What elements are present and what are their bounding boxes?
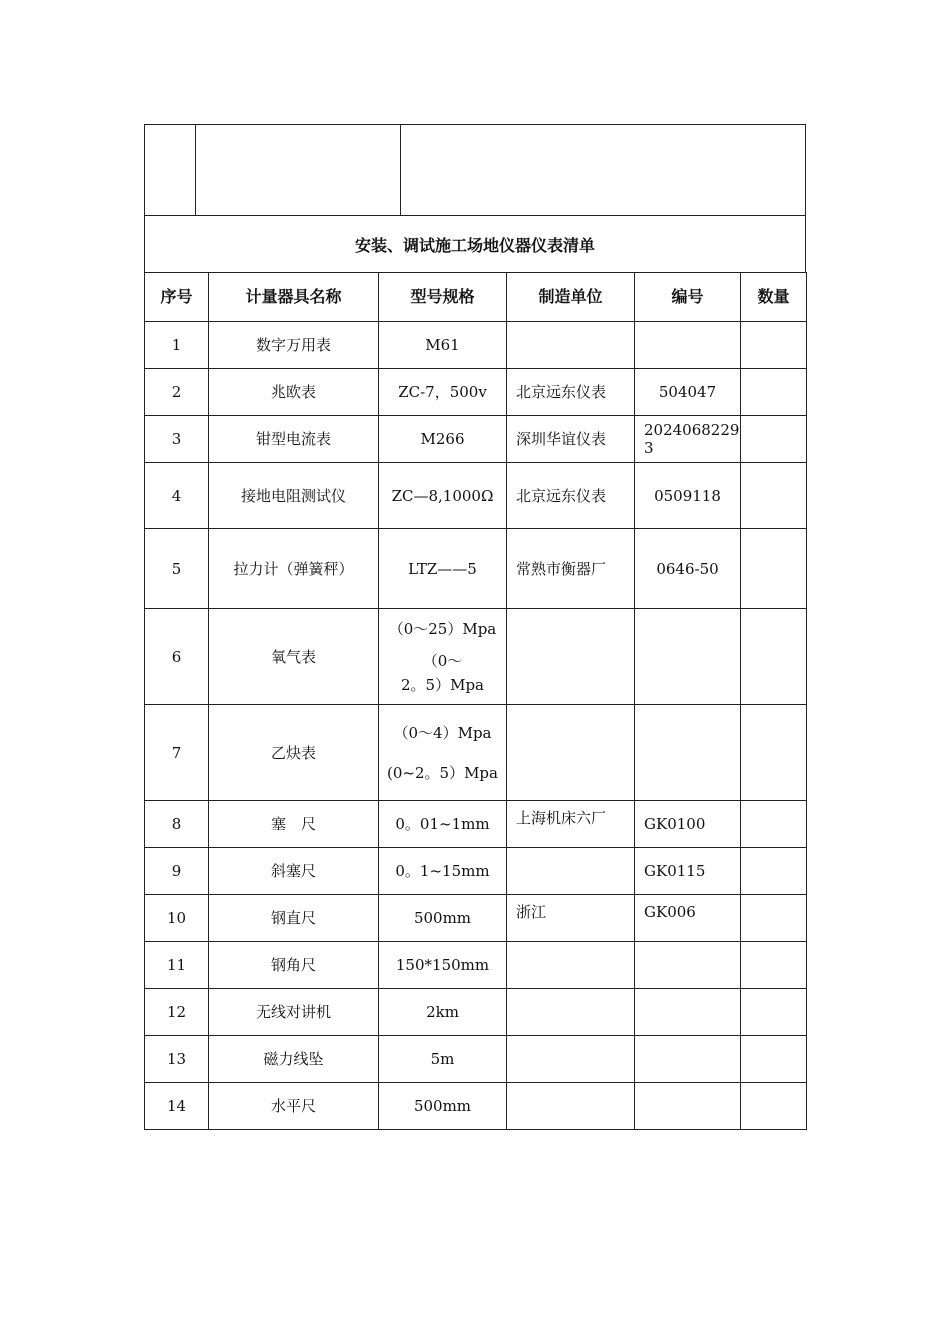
- cell-name: 钢直尺: [209, 895, 379, 942]
- cell-spec: ZC—8,1000Ω: [379, 463, 507, 529]
- header-code: 编号: [635, 273, 741, 322]
- cell-code: 0509118: [635, 463, 741, 529]
- cell-code: [635, 989, 741, 1036]
- cell-qty: [741, 416, 807, 463]
- cell-spec: [379, 705, 507, 801]
- header-row: [145, 273, 807, 322]
- instrument-table: [144, 272, 807, 1130]
- fragment-cell: [401, 125, 805, 216]
- cell-name: 钢角尺: [209, 942, 379, 989]
- table-row: [145, 942, 807, 989]
- cell-qty: [741, 989, 807, 1036]
- table-title: 安装、调试施工场地仪器仪表清单: [144, 215, 806, 273]
- cell-qty: [741, 1036, 807, 1083]
- cell-name: 乙炔表: [209, 705, 379, 801]
- cell-code: 504047: [635, 369, 741, 416]
- cell-qty: [741, 463, 807, 529]
- cell-spec: 0。01~1mm: [379, 801, 507, 848]
- cell-maker: 常熟市衡器厂: [507, 529, 635, 609]
- cell-maker: [507, 609, 635, 705]
- cell-name: 钳型电流表: [209, 416, 379, 463]
- cell-name: 氧气表: [209, 609, 379, 705]
- cell-maker: 北京远东仪表: [507, 369, 635, 416]
- header-spec: 型号规格: [379, 273, 507, 322]
- cell-qty: [741, 1083, 807, 1130]
- cell-index: 14: [145, 1083, 209, 1130]
- cell-code: [635, 1083, 741, 1130]
- cell-code: [635, 705, 741, 801]
- table-row: [145, 416, 807, 463]
- cell-maker: [507, 1036, 635, 1083]
- cell-name: 接地电阻测试仪: [209, 463, 379, 529]
- cell-qty: [741, 609, 807, 705]
- cell-name: 兆欧表: [209, 369, 379, 416]
- cell-maker: 上海机床六厂: [507, 801, 635, 848]
- cell-index: 3: [145, 416, 209, 463]
- cell-index: 12: [145, 989, 209, 1036]
- cell-qty: [741, 369, 807, 416]
- cell-index: 13: [145, 1036, 209, 1083]
- header-index: 序号: [145, 273, 209, 322]
- cell-code: GK0115: [635, 848, 741, 895]
- cell-index: 5: [145, 529, 209, 609]
- cell-spec: 500mm: [379, 895, 507, 942]
- cell-name: 水平尺: [209, 1083, 379, 1130]
- cell-qty: [741, 322, 807, 369]
- cell-name: 无线对讲机: [209, 989, 379, 1036]
- header-qty: 数量: [741, 273, 807, 322]
- cell-spec: 2km: [379, 989, 507, 1036]
- cell-spec-line: （0～: [422, 651, 463, 670]
- cell-maker: [507, 705, 635, 801]
- cell-spec: M266: [379, 416, 507, 463]
- cell-index: 1: [145, 322, 209, 369]
- table-row: [145, 801, 807, 848]
- fragment-cell: [145, 125, 196, 216]
- cell-name: 拉力计（弹簧秤）: [209, 529, 379, 609]
- cell-spec: ZC-7，500v: [379, 369, 507, 416]
- cell-index: 7: [145, 705, 209, 801]
- cell-index: 2: [145, 369, 209, 416]
- table-row: [145, 529, 807, 609]
- cell-spec: 0。1~15mm: [379, 848, 507, 895]
- cell-spec: M61: [379, 322, 507, 369]
- cell-maker: 深圳华谊仪表: [507, 416, 635, 463]
- header-maker: 制造单位: [507, 273, 635, 322]
- cell-index: 8: [145, 801, 209, 848]
- cell-name: 数字万用表: [209, 322, 379, 369]
- cell-qty: [741, 848, 807, 895]
- cell-qty: [741, 942, 807, 989]
- cell-index: 6: [145, 609, 209, 705]
- table-row: [145, 705, 807, 801]
- cell-code: [635, 322, 741, 369]
- cell-maker: [507, 942, 635, 989]
- cell-index: 11: [145, 942, 209, 989]
- cell-spec: 500mm: [379, 1083, 507, 1130]
- cell-code: [635, 1036, 741, 1083]
- cell-code-line: 2024068229: [644, 421, 740, 439]
- table-row: [145, 609, 807, 705]
- cell-spec-line: 2。5）Mpa: [401, 675, 484, 694]
- cell-spec: LTZ——5: [379, 529, 507, 609]
- cell-spec: 5m: [379, 1036, 507, 1083]
- cell-index: 10: [145, 895, 209, 942]
- cell-maker: [507, 989, 635, 1036]
- cell-code: GK0100: [635, 801, 741, 848]
- cell-qty: [741, 705, 807, 801]
- cell-maker: [507, 848, 635, 895]
- table-row: [145, 463, 807, 529]
- cell-code: [635, 416, 741, 463]
- previous-table-fragment: [144, 124, 806, 216]
- cell-maker: 浙江: [507, 895, 635, 942]
- table-row: [145, 895, 807, 942]
- table-row: [145, 369, 807, 416]
- cell-code: [635, 942, 741, 989]
- cell-maker: [507, 1083, 635, 1130]
- cell-code: [635, 609, 741, 705]
- cell-name: 斜塞尺: [209, 848, 379, 895]
- cell-spec: [379, 609, 507, 705]
- table-row: [145, 322, 807, 369]
- fragment-cell: [196, 125, 401, 216]
- cell-qty: [741, 895, 807, 942]
- table-row: [145, 989, 807, 1036]
- cell-index: 9: [145, 848, 209, 895]
- cell-name: 磁力线坠: [209, 1036, 379, 1083]
- table-row: [145, 1083, 807, 1130]
- cell-code-line: 3: [644, 439, 654, 457]
- cell-spec: 150*150mm: [379, 942, 507, 989]
- cell-code: 0646-50: [635, 529, 741, 609]
- cell-code: GK006: [635, 895, 741, 942]
- cell-maker: [507, 322, 635, 369]
- cell-name: 塞 尺: [209, 801, 379, 848]
- cell-spec-line: （0～25）Mpa: [388, 619, 497, 638]
- cell-spec-line: (0~2。5）Mpa: [387, 763, 498, 782]
- cell-qty: [741, 801, 807, 848]
- table-row: [145, 848, 807, 895]
- cell-index: 4: [145, 463, 209, 529]
- header-name: 计量器具名称: [209, 273, 379, 322]
- cell-spec-line: （0～4）Mpa: [393, 723, 492, 742]
- cell-maker: 北京远东仪表: [507, 463, 635, 529]
- table-row: [145, 1036, 807, 1083]
- cell-qty: [741, 529, 807, 609]
